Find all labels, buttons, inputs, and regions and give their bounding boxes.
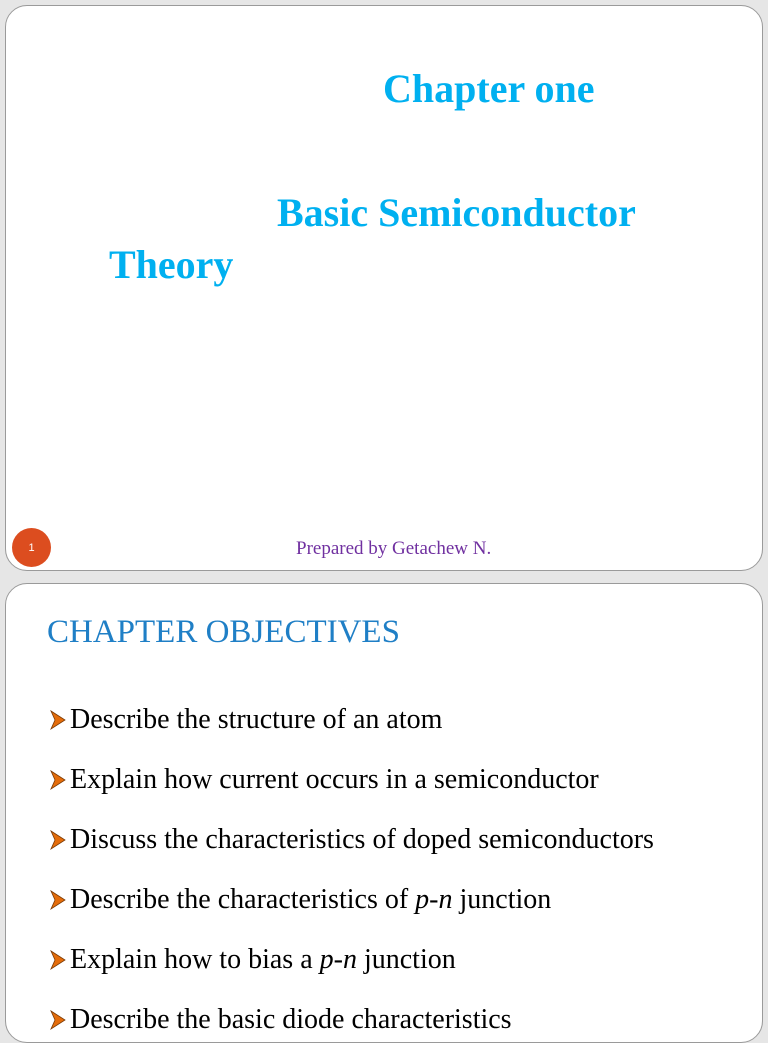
arrowhead-bullet-icon bbox=[48, 768, 69, 792]
objective-text: Explain how current occurs in a semiconductor bbox=[70, 764, 599, 795]
objectives-slide bbox=[5, 583, 763, 1043]
objectives-list bbox=[48, 690, 654, 1043]
objective-item bbox=[48, 690, 654, 750]
objective-item bbox=[48, 930, 654, 990]
arrowhead-bullet-icon bbox=[48, 1008, 69, 1032]
subtitle-line-1: Basic Semiconductor bbox=[277, 190, 636, 235]
objective-item bbox=[48, 810, 654, 870]
title-slide bbox=[5, 5, 763, 571]
footer-author: Prepared by Getachew N. bbox=[296, 538, 492, 559]
objective-text: Describe the characteristics of p-n junction bbox=[70, 884, 552, 915]
objective-text: Describe the basic diode characteristics bbox=[70, 1004, 512, 1035]
chapter-title: Chapter one bbox=[383, 66, 595, 111]
objective-text: Discuss the characteristics of doped semiconductors bbox=[70, 824, 654, 855]
objective-text: Explain how to bias a p-n junction bbox=[70, 944, 456, 975]
arrowhead-bullet-icon bbox=[48, 948, 69, 972]
slide-number-badge: 1 bbox=[12, 528, 51, 567]
subtitle-line-2: Theory bbox=[109, 242, 234, 287]
objective-text: Describe the structure of an atom bbox=[70, 704, 443, 735]
objective-item bbox=[48, 990, 654, 1043]
arrowhead-bullet-icon bbox=[48, 708, 69, 732]
objective-item bbox=[48, 870, 654, 930]
arrowhead-bullet-icon bbox=[48, 888, 69, 912]
objectives-heading: CHAPTER OBJECTIVES bbox=[47, 614, 400, 650]
arrowhead-bullet-icon bbox=[48, 828, 69, 852]
objective-item bbox=[48, 750, 654, 810]
